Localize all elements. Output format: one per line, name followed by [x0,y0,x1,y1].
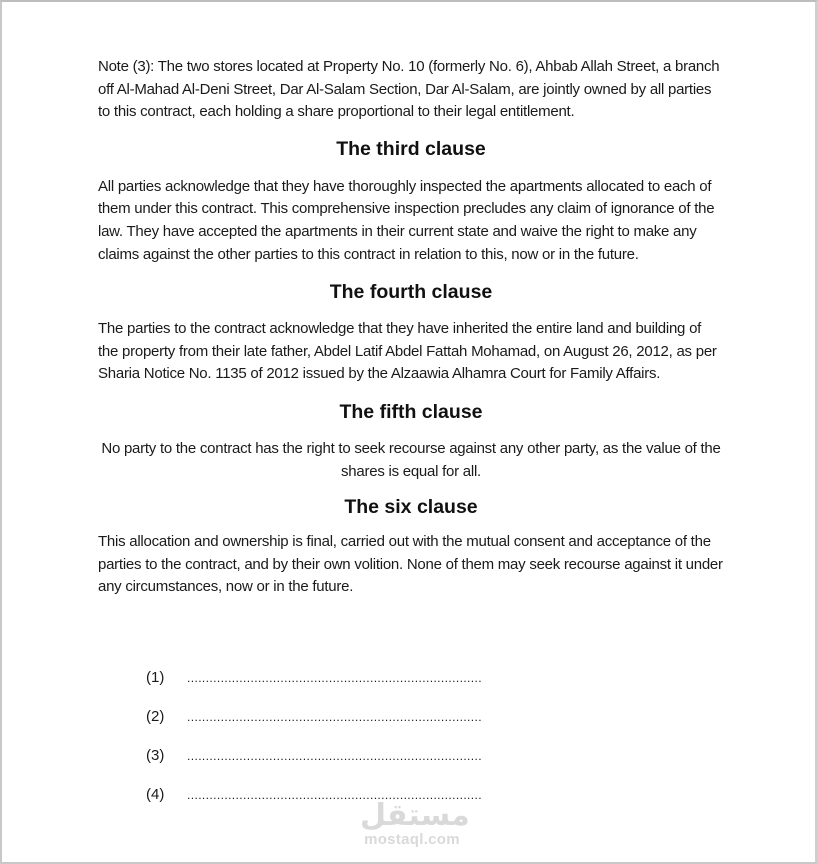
signature-line: ............................................................................... [187,787,482,802]
signature-line: ............................................................................... [187,709,482,724]
signature-row [146,736,546,775]
signature-number: (3) [146,747,165,764]
fourth-clause-heading: The fourth clause [329,281,493,304]
six-clause-body: This allocation and ownership is final, carried out with the mutual consent and acceptance of the parties to the contract, and by their own volition. None of them may seek recourse against it under any circumstances, now or in the future. [98,533,723,596]
signature-row [146,697,546,736]
document-content [98,56,724,599]
third-clause-body: All parties acknowledge that they have thoroughly inspected the apartments allocated to each of them under this contract. This comprehensive inspection precludes any claim of ignorance of the law. They have accepted the apartments in their current state and waive the right to make any claims against the other parties to this contract in relation to this, now or in the future. [98,177,715,263]
signature-number: (2) [146,708,165,725]
watermark-site: mostaql.com [364,831,460,848]
fourth-clause-body: The parties to the contract acknowledge that they have inherited the entire land and building of the property from their late father, Abdel Latif Abdel Fattah Mohamad, on August 26, 2012, as per Sharia Notice No. 1135 of 2012 issued by the Alzaawia Alhamra Court for Family Affairs. [98,320,717,383]
signature-row [146,775,546,814]
signature-line: ............................................................................... [187,748,482,763]
signature-list [146,658,546,814]
fifth-clause-heading: The fifth clause [339,400,483,423]
signature-number: (4) [146,786,165,803]
watermark-arabic-logo: مستقل [360,798,470,833]
fifth-clause-body: No party to the contract has the right to seek recourse against any other party, as the value of the shares is equal for all. [101,439,721,480]
third-clause-heading: The third clause [336,137,486,160]
signature-line: ............................................................................... [187,670,482,685]
signature-number: (1) [146,669,165,686]
mostaql-watermark [360,798,470,848]
signature-row [146,658,546,697]
note-3-paragraph: Note (3): The two stores located at Property No. 10 (formerly No. 6), Ahbab Allah Street, a branch off Al-Mahad Al-Deni Street, Dar Al-Salam Section, Dar Al-Salam, are jointly owned by all parties to this contract, each holding a share proportional to their legal entitlement. [98,58,720,121]
six-clause-heading: The six clause [344,496,478,519]
